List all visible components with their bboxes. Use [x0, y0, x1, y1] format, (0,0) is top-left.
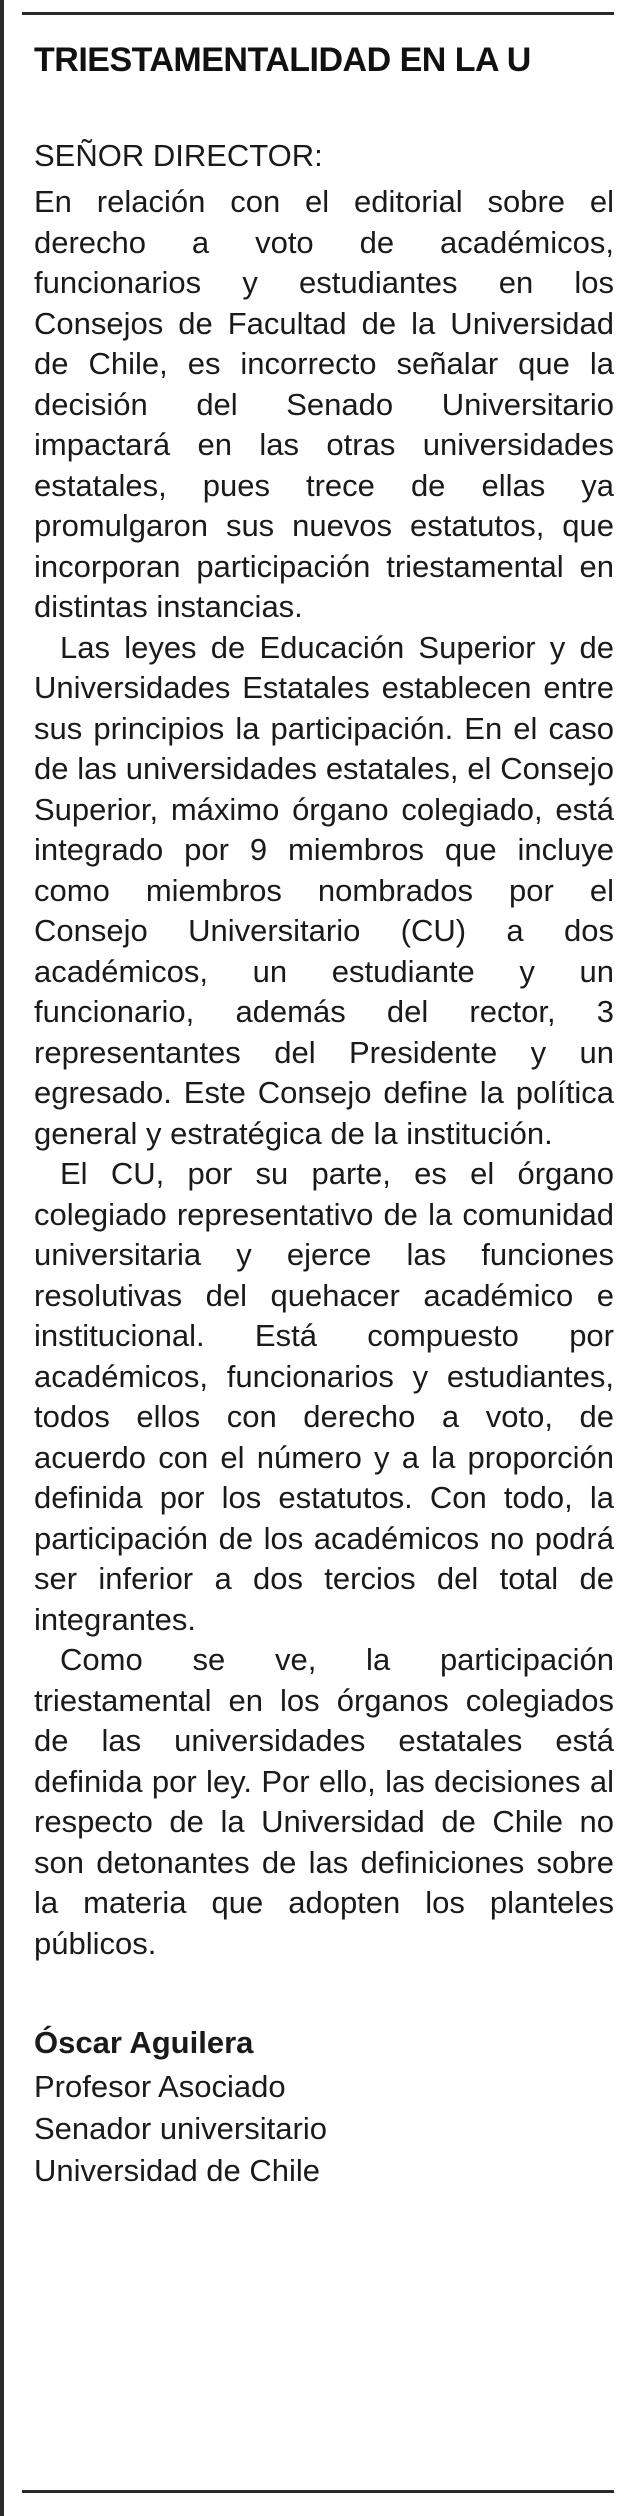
bottom-divider: [22, 2490, 614, 2493]
paragraph-2: Las leyes de Educación Superior y de Universidades Estatales establecen entre sus principios la participación. En el caso de las universidades estatales, el Consejo Superior, máximo órgano colegiado, está integrado por 9 miembros que incluye como miembros nombrados por el Consejo Universitario (CU) a dos académicos, un estudiante y un funcionario, además del rector, 3 representantes del Presidente y un egresado. Este Consejo define la política general y estratégica de la institución.: [34, 629, 614, 1151]
left-border-rule: [0, 0, 4, 2516]
letter-content: [34, 40, 614, 2192]
author-title: Profesor Asociado: [34, 2069, 286, 2104]
salutation: SEÑOR DIRECTOR:: [34, 138, 323, 173]
author-name: Óscar Aguilera: [34, 2025, 254, 2060]
author-role: Senador universitario: [34, 2111, 327, 2146]
top-divider: [22, 12, 614, 15]
paragraph-3: El CU, por su parte, es el órgano colegiado representativo de la comunidad universitaria y ejerce las funciones resolutivas del quehacer académico e institucional. Está compuesto por académicos, funcionarios y estudiantes, todos ellos con derecho a voto, de acuerdo con el número y a la proporción definida por los estatutos. Con todo, la participación de los académicos no podrá ser inferior a dos tercios del total de integrantes.: [34, 1156, 614, 1637]
letter-body: [34, 182, 614, 1964]
author-institution: Universidad de Chile: [34, 2153, 321, 2188]
paragraph-4: Como se ve, la participación triestamental en los órganos colegiados de las universidades estatales está definida por ley. Por ello, las decisiones al respecto de la Universidad de Chile no son detonantes de las definiciones sobre la materia que adopten los planteles públicos.: [34, 1642, 614, 1961]
signature-block: [34, 2022, 614, 2192]
letter-headline: TRIESTAMENTALIDAD EN LA U: [34, 41, 531, 79]
paragraph-1: En relación con el editorial sobre el derecho a voto de académicos, funcionarios y estudiantes en los Consejos de Facultad de la Universidad de Chile, es incorrecto señalar que la decisión del Senado Universitario impactará en las otras universidades estatales, pues trece de ellas ya promulgaron sus nuevos estatutos, que incorporan participación triestamental en distintas instancias.: [34, 184, 614, 624]
